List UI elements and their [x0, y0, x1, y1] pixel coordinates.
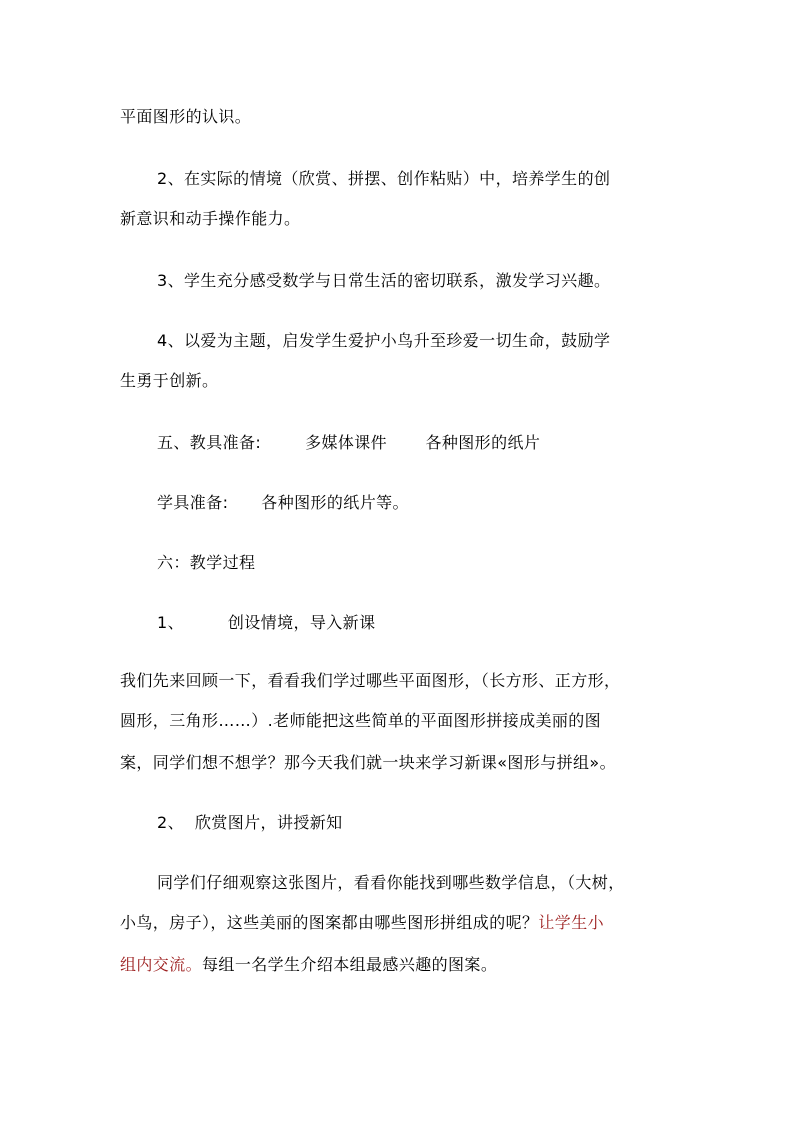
learning-aids-line: 学具准备: 各种图形的纸片等。 — [157, 493, 409, 512]
objective-4-line: 4、以爱为主题，启发学生爱护小鸟升至珍爱一切生命，鼓励学 — [157, 331, 611, 350]
objective-2-line: 2、在实际的情境（欣赏、拼摆、创作粘贴）中，培养学生的创 — [157, 169, 611, 188]
step-2-heading: 2、 欣赏图片，讲授新知 — [157, 813, 343, 832]
highlighted-text: 组内交流。 — [120, 955, 203, 974]
step-2-body-text: 每组一名学生介绍本组最感兴趣的图案。 — [202, 955, 498, 974]
step-2-body-line-1: 同学们仔细观察这张图片，看看你能找到哪些数学信息，（大树， — [157, 873, 625, 892]
highlighted-text: 让学生小 — [538, 913, 605, 932]
step-1-body-line-3: 案，同学们想不想学？那今天我们就一块来学习新课«图形与拼组»。 — [120, 753, 616, 772]
step-1-heading: 1、 创设情境，导入新课 — [157, 613, 376, 632]
step-2-body-text: 小鸟，房子），这些美丽的图案都由哪些图形拼组成的呢？ — [120, 913, 539, 932]
paragraph-line: 平面图形的认识。 — [120, 107, 252, 126]
teaching-aids-heading: 五、教具准备: 多媒体课件 各种图形的纸片 — [157, 433, 541, 452]
objective-4-continuation: 生勇于创新。 — [120, 371, 219, 390]
objective-3-line: 3、学生充分感受数学与日常生活的密切联系，激发学习兴趣。 — [157, 271, 611, 290]
objective-2-continuation: 新意识和动手操作能力。 — [120, 209, 301, 228]
teaching-process-heading: 六：教学过程 — [157, 553, 256, 572]
step-1-body-line-2: 圆形，三角形……）.老师能把这些简单的平面图形拼接成美丽的图 — [120, 711, 602, 730]
step-2-body-line-3 — [120, 954, 497, 976]
step-1-body-line-1: 我们先来回顾一下，看看我们学过哪些平面图形，（长方形、正方形， — [120, 671, 621, 690]
step-2-body-line-2 — [120, 912, 604, 934]
